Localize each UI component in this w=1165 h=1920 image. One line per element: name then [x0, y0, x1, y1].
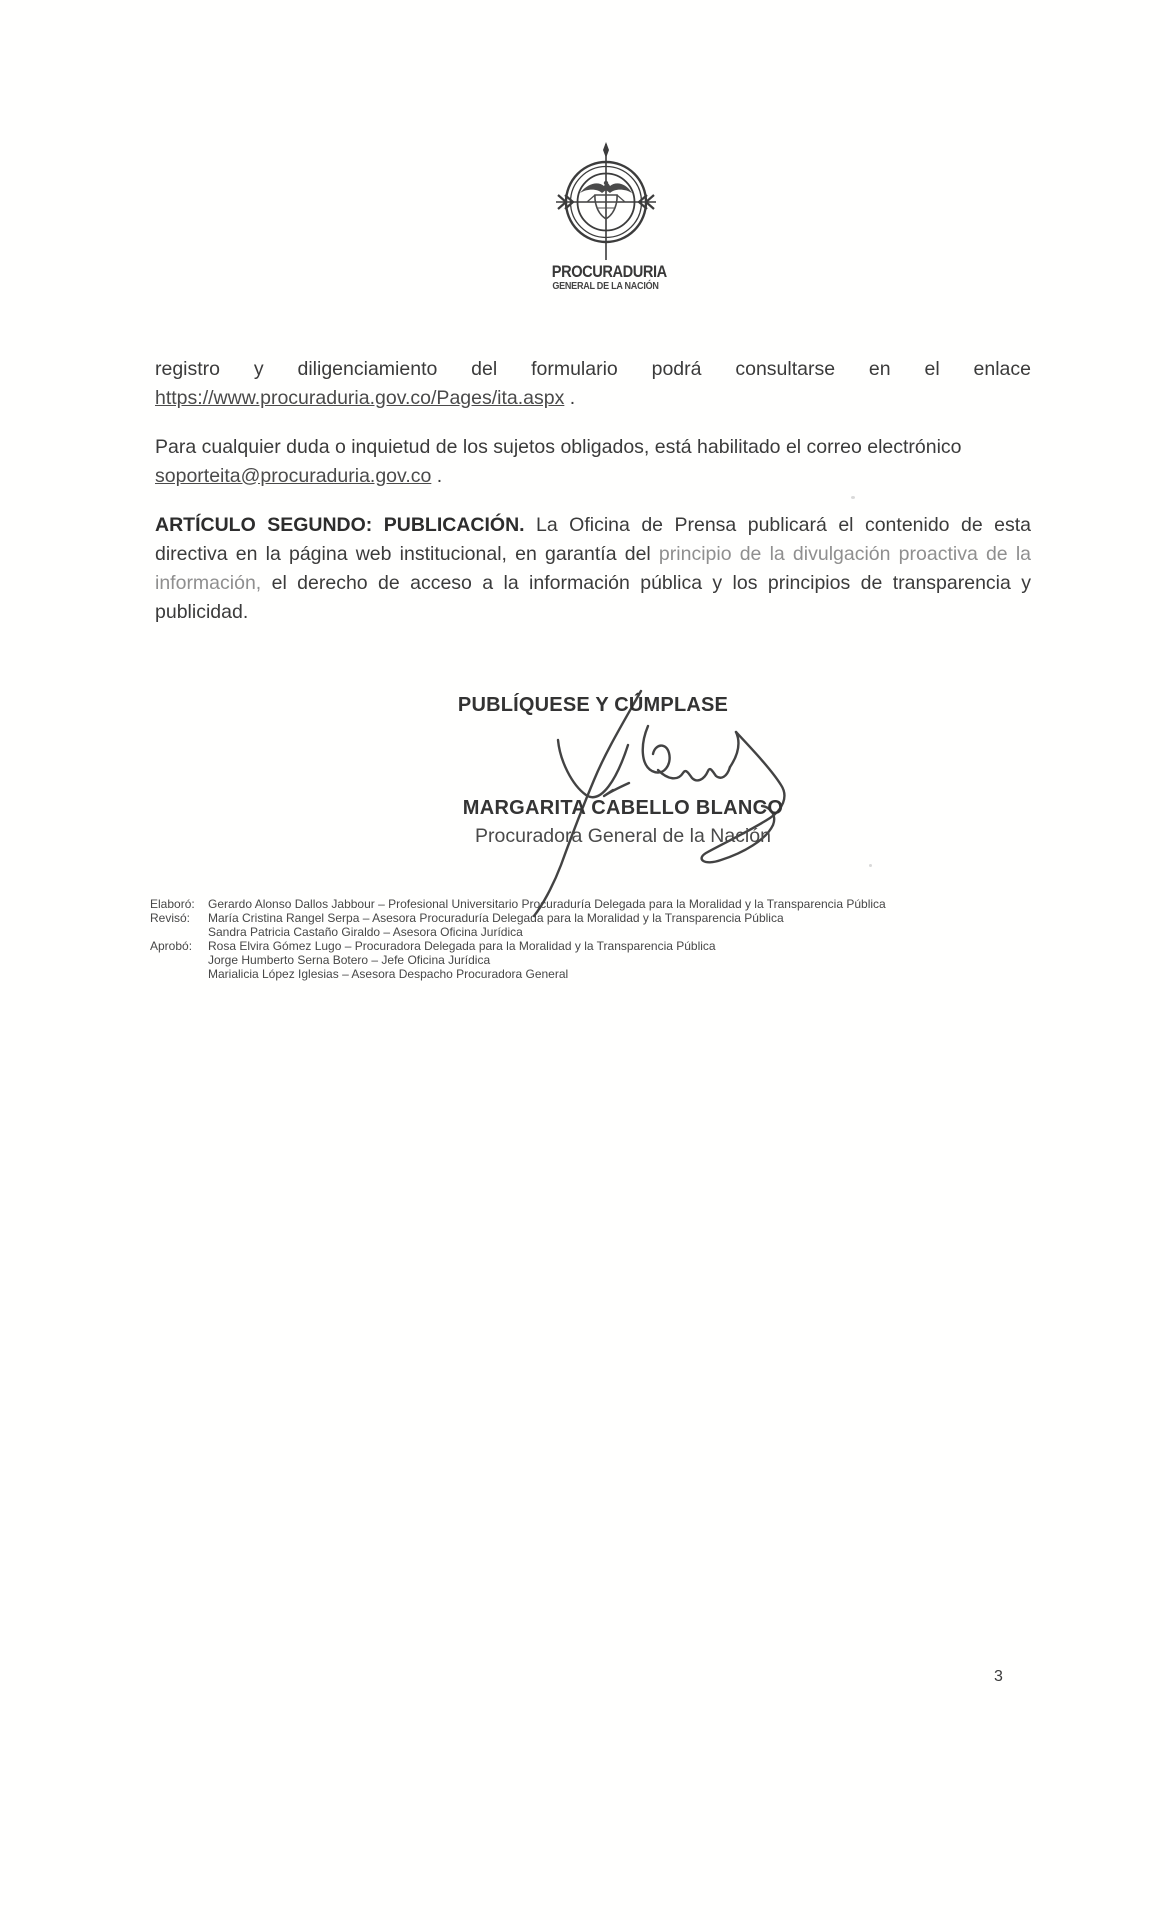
publiquese-heading: PUBLÍQUESE Y CÚMPLASE [457, 694, 729, 716]
paragraph-registro-line1: registro y diligenciamiento del formulario podrá consultarse en el enlace [155, 358, 1031, 380]
credit-row-elaboro [150, 897, 1010, 911]
signer-role: Procuradora General de la Nación [475, 825, 771, 847]
paragraph-articulo-segundo [155, 511, 1031, 627]
paragraph-registro [155, 355, 1031, 412]
signer-name: MARGARITA CABELLO BLANCO [462, 797, 784, 819]
paragraph-registro-tail: . [564, 386, 576, 409]
articulo-segundo-text2: el derecho de acceso a la información pública y los principios de transparencia y publicidad. [155, 572, 1031, 623]
paragraph-soporte [155, 433, 1031, 490]
articulo-segundo-text1: La Oficina de Prensa publicará el contenido de esta directiva en la página web institucional, en garantía del [155, 514, 1031, 565]
scan-artifact-dot [851, 496, 855, 499]
page-number: 3 [994, 1668, 1003, 1685]
credit-line: Sandra Patricia Castaño Giraldo – Asesora Oficina Jurídica [208, 925, 523, 939]
credit-label-aprobo: Aprobó: [150, 939, 193, 953]
articulo-segundo-light-text: principio de la divulgación proactiva de la información, [155, 543, 1031, 594]
credit-line: Jorge Humberto Serna Botero – Jefe Oficina Jurídica [208, 953, 491, 967]
paragraph-soporte-tail: . [431, 464, 443, 487]
articulo-segundo-heading: ARTÍCULO SEGUNDO: PUBLICACIÓN. [155, 514, 525, 536]
credit-line: Rosa Elvira Gómez Lugo – Procuradora Delegada para la Moralidad y la Transparencia Pública [208, 939, 716, 953]
soporte-email-link[interactable]: soporteita@procuraduria.gov.co [155, 464, 432, 487]
credit-line: Marialicia López Iglesias – Asesora Despacho Procuradora General [208, 967, 569, 981]
scan-artifact-dot [869, 864, 872, 867]
paragraph-soporte-line1: Para cualquier duda o inquietud de los sujetos obligados, está habilitado el correo electrónico [155, 436, 962, 458]
credit-row-reviso [150, 911, 1010, 939]
credit-line: Gerardo Alonso Dallos Jabbour – Profesional Universitario Procuraduría Delegada para la Moralidad y la Transparencia Pública [208, 897, 886, 911]
ita-page-link[interactable]: https://www.procuraduria.gov.co/Pages/ita.aspx [155, 386, 565, 409]
logo-title: PROCURADURIA [551, 262, 667, 281]
institution-logo [543, 140, 668, 292]
logo-subtitle: GENERAL DE LA NACIÓN [552, 280, 659, 292]
coat-of-arms-emblem-icon [554, 140, 658, 262]
credit-label-reviso: Revisó: [150, 911, 191, 925]
credits-block [150, 897, 1010, 981]
credit-label-elaboro: Elaboró: [150, 897, 195, 911]
credit-row-aprobo [150, 939, 1010, 981]
credit-line: María Cristina Rangel Serpa – Asesora Procuraduría Delegada para la Moralidad y la Transparencia Pública [208, 911, 784, 925]
